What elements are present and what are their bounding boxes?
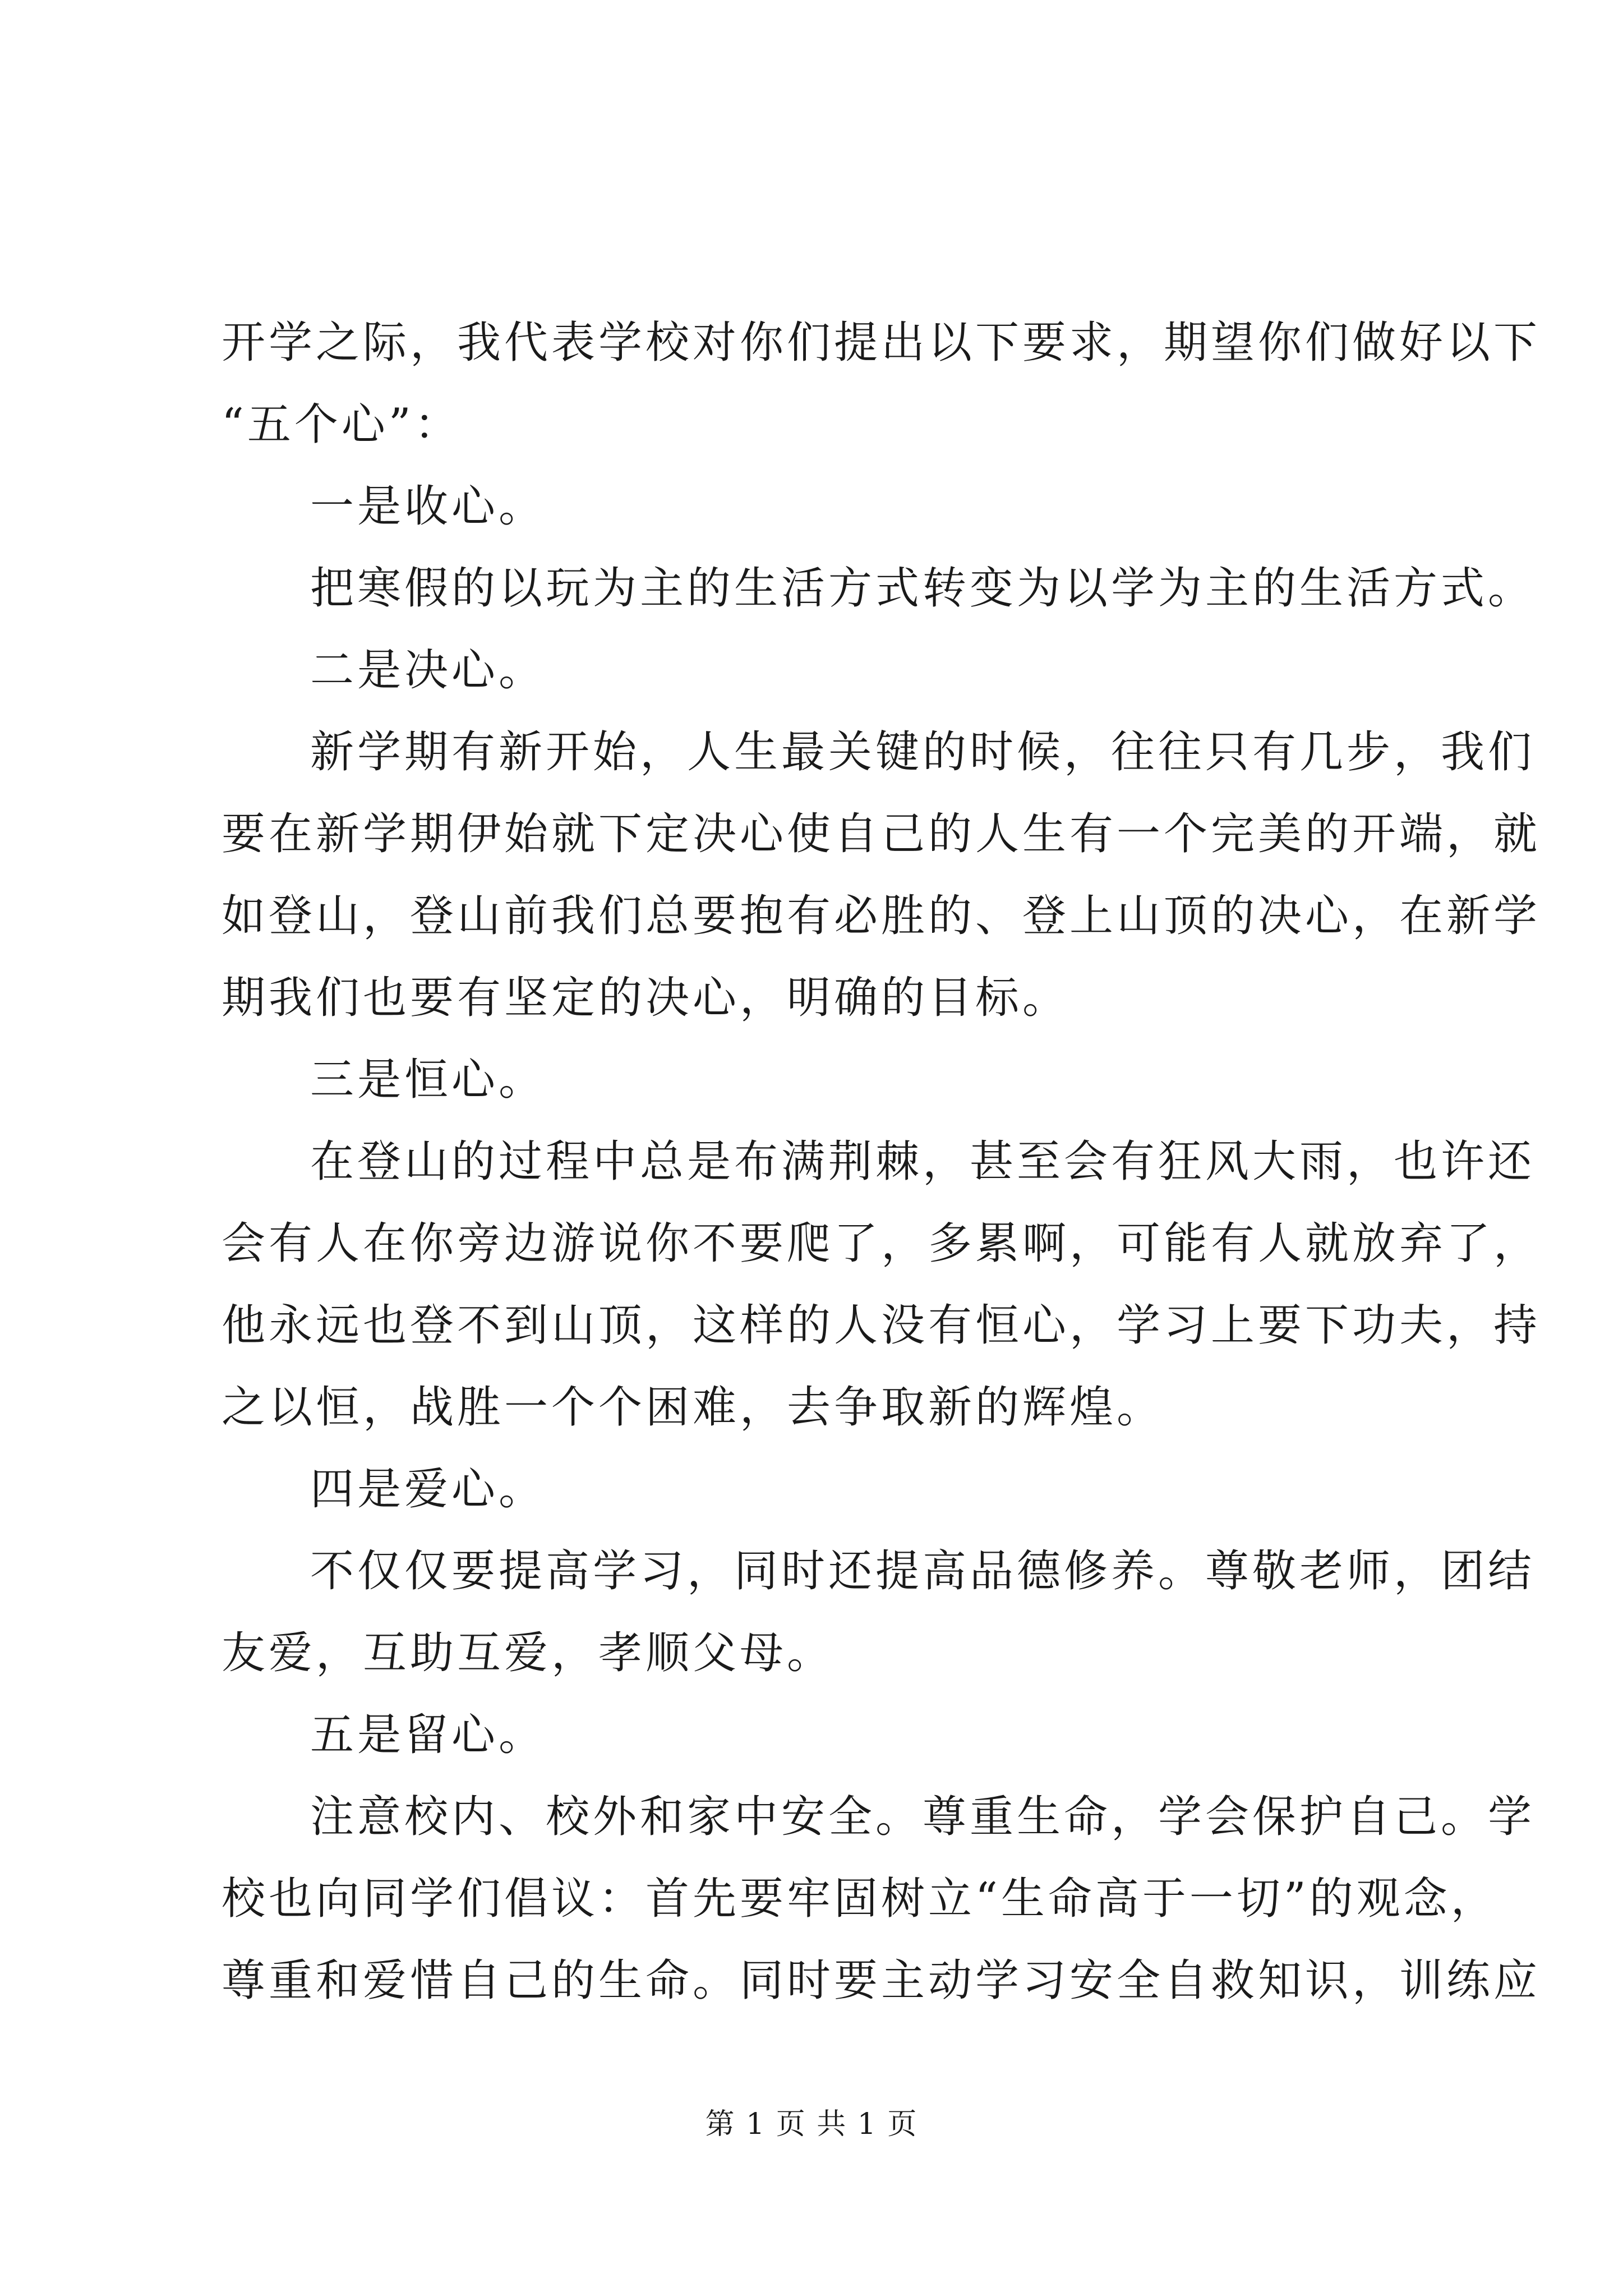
text-line: 之以恒，战胜一个个困难，去争取新的辉煌。 — [222, 1382, 1164, 1433]
text-line: 尊重和爱惜自己的生命。同时要主动学习安全自救知识，训练应 — [222, 1955, 1541, 2006]
page-footer: 第 1 页 共 1 页 — [705, 2108, 918, 2141]
document-body — [222, 302, 1541, 2022]
text-line: 不仅仅要提高学习，同时还提高品德修养。尊敬老师，团结 — [310, 1546, 1536, 1596]
section-heading: 一是收心。 — [310, 481, 546, 532]
text-line: 开学之际，我代表学校对你们提出以下要求，期望你们做好以下 — [222, 318, 1541, 368]
text-line: 他永远也登不到山顶，这样的人没有恒心，学习上要下功夫，持 — [222, 1300, 1541, 1351]
text-line: 在登山的过程中总是布满荆棘，甚至会有狂风大雨，也许还 — [310, 1137, 1536, 1187]
text-line: 会有人在你旁边游说你不要爬了，多累啊，可能有人就放弃了， — [222, 1218, 1541, 1269]
text-line: 注意校内、校外和家中安全。尊重生命，学会保护自己。学 — [310, 1792, 1536, 1842]
text-line: 新学期有新开始，人生最关键的时候，往往只有几步，我们 — [310, 727, 1536, 777]
text-line: “五个心”： — [222, 399, 462, 450]
text-line: 期我们也要有坚定的决心，明确的目标。 — [222, 973, 1070, 1023]
section-heading: 三是恒心。 — [310, 1055, 546, 1105]
section-heading: 二是决心。 — [310, 645, 546, 696]
section-heading: 五是留心。 — [310, 1710, 546, 1760]
text-line: 要在新学期伊始就下定决心使自己的人生有一个完美的开端，就 — [222, 809, 1541, 859]
section-heading: 四是爱心。 — [310, 1464, 546, 1515]
text-line: 友爱，互助互爱，孝顺父母。 — [222, 1628, 834, 1678]
text-line: 把寒假的以玩为主的生活方式转变为以学为主的生活方式。 — [310, 563, 1536, 614]
text-line: 校也向同学们倡议：首先要牢固树立“生命高于一切”的观念， — [222, 1874, 1498, 1924]
text-line: 如登山，登山前我们总要抱有必胜的、登上山顶的决心，在新学 — [222, 891, 1541, 941]
